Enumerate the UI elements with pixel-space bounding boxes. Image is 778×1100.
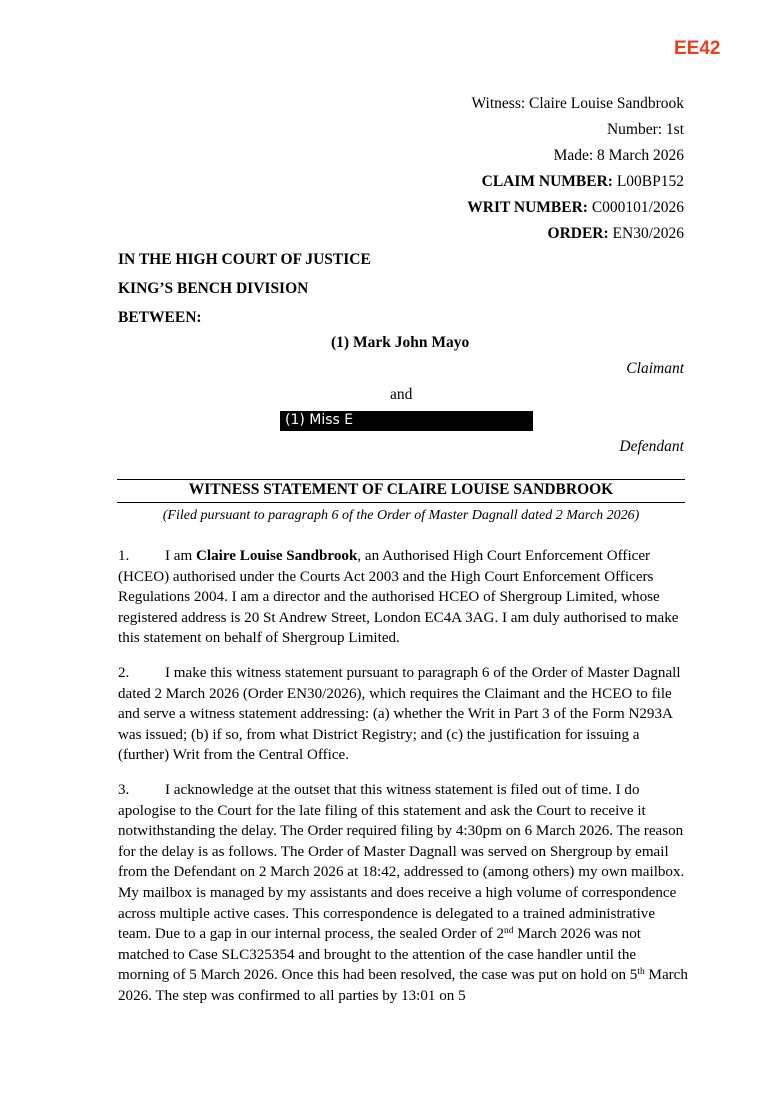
- paragraph-3-text-b: March 2026 was not matched to Case SLC325354 and brought to the attention of the case handler until the morning of 5 March 2026. Once this had been resolved, the case was put on hold on 5: [118, 926, 641, 984]
- filed-pursuant-note: (Filed pursuant to paragraph 6 of the Order of Master Dagnall dated 2 March 2026): [162, 508, 640, 523]
- claimant-role: Claimant: [626, 360, 684, 377]
- writ-number-value: C000101/2026: [591, 199, 684, 216]
- statement-number: Number: 1st: [606, 121, 684, 138]
- court-name: IN THE HIGH COURT OF JUSTICE: [118, 251, 371, 268]
- between-heading: BETWEEN:: [118, 309, 202, 326]
- paragraph-2-text: I make this witness statement pursuant to paragraph 6 of the Order of Master Dagnall dated 2 March 2026 (Order EN30/2026), which requires the Claimant and the HCEO to file and serve a witness statement addressing: (a) whether the Writ in Part 3 of the Form N293A was issued; (b) if so, from what District Registry; and (c) the justification for issuing a (further) Writ from the Central Office.: [118, 665, 681, 764]
- witness-name: Claire Louise Sandbrook: [196, 548, 358, 564]
- claim-number: [482, 173, 684, 191]
- superscript-nd: nd: [504, 926, 514, 937]
- paragraph-1: [118, 546, 688, 649]
- paragraph-3: [118, 780, 688, 1007]
- order-number-label: ORDER:: [547, 225, 609, 242]
- writ-number: [467, 199, 684, 217]
- and-separator: and: [390, 386, 413, 403]
- writ-number-label: WRIT NUMBER:: [467, 199, 588, 216]
- claim-number-label: CLAIM NUMBER:: [481, 173, 613, 190]
- defendant-name-redacted: [280, 411, 533, 431]
- paragraph-3-number: 3.: [118, 782, 130, 798]
- claimant-name: (1) Mark John Mayo: [331, 334, 470, 351]
- statement-title: WITNESS STATEMENT OF CLAIRE LOUISE SANDBROOK: [188, 481, 614, 498]
- court-division: KING’S BENCH DIVISION: [118, 280, 309, 297]
- claim-number-value: L00BP152: [616, 173, 684, 190]
- paragraph-1-text: , an Authorised High Court Enforcement Officer (HCEO) authorised under the Courts Act 2003 and the High Court Enforcement Officers Regulations 2004. I am a director and the authorised HCEO of Shergroup Limited, whose registered address is 20 St Andrew Street, London EC4A 3AG. I am duly authorised to make this statement on behalf of Shergroup Limited.: [118, 548, 679, 647]
- paragraph-2: [118, 663, 688, 766]
- order-number: [548, 225, 684, 243]
- made-date: Made: 8 March 2026: [553, 147, 684, 164]
- paragraph-3-text-c: March 2026. The step was confirmed to all parties by 13:01 on 5: [118, 967, 688, 1004]
- defendant-name: (1) Miss E: [285, 412, 354, 428]
- title-rule-top: [117, 479, 685, 480]
- paragraph-1-lead: I am: [165, 548, 197, 564]
- paragraph-2-number: 2.: [118, 665, 130, 681]
- paragraph-3-text-a: I acknowledge at the outset that this witness statement is filed out of time. I do apologise to the Court for the late filing of this statement and ask the Court to receive it notwithstanding the delay. The Order required filing by 4:30pm on 6 March 2026. The reason for the delay is as follows. The Order of Master Dagnall was served on Shergroup by email from the Defendant on 2 March 2026 at 18:42, addressed to (among others) my own mailbox. My mailbox is managed by my assistants and does receive a high volume of correspondence across multiple active cases. This correspondence is delegated to a trained administrative team. Due to a gap in our internal process, the sealed Order of 2: [118, 782, 685, 943]
- title-rule-bottom: [117, 502, 685, 503]
- witness-line: Witness: Claire Louise Sandbrook: [471, 95, 684, 112]
- order-number-value: EN30/2026: [612, 225, 684, 242]
- exhibit-reference: EE42: [674, 38, 721, 59]
- paragraph-1-number: 1.: [118, 548, 130, 564]
- superscript-th: th: [637, 967, 645, 978]
- defendant-role: Defendant: [619, 438, 684, 455]
